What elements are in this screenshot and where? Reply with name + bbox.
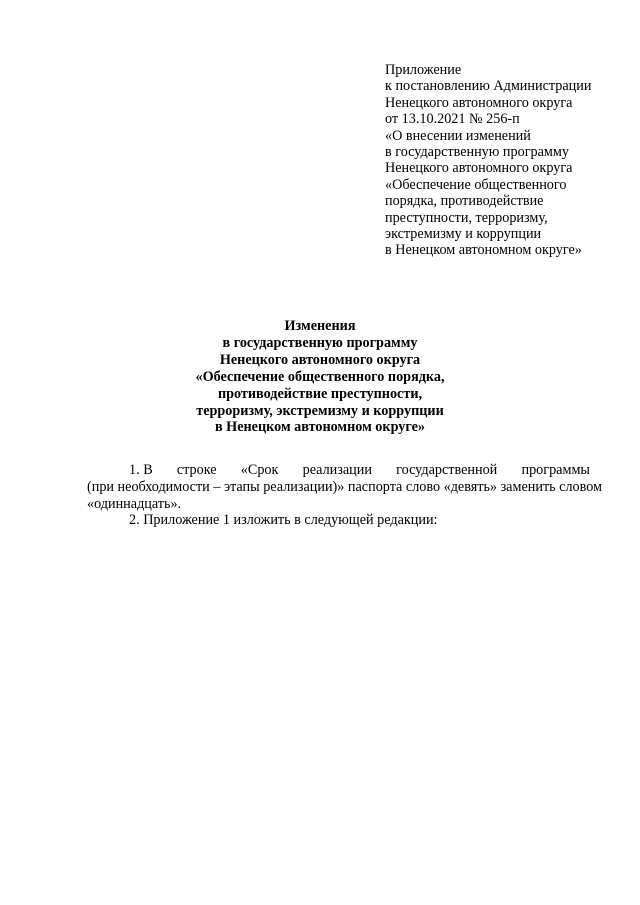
document-body bbox=[87, 462, 603, 529]
appendix-line: преступности, терроризму, bbox=[385, 209, 548, 226]
appendix-line: «О внесении изменений bbox=[385, 127, 531, 144]
title-line: «Обеспечение общественного порядка, bbox=[195, 368, 445, 385]
word: «Срок bbox=[240, 462, 279, 478]
title-line: Изменения bbox=[284, 318, 356, 334]
title-line: терроризму, экстремизму и коррупции bbox=[196, 402, 444, 419]
appendix-line: Ненецкого автономного округа bbox=[385, 94, 573, 111]
title-line: Ненецкого автономного округа bbox=[219, 351, 421, 368]
appendix-line: в государственную программу bbox=[385, 144, 569, 161]
appendix-line: экстремизму и коррупции bbox=[385, 226, 542, 243]
appendix-block bbox=[385, 62, 625, 259]
paragraph-1-line-2: (при необходимости – этапы реализации)» паспорта слово «девять» заменить словом bbox=[87, 478, 603, 495]
word: строке bbox=[176, 462, 217, 478]
title-line: противодействие преступности, bbox=[217, 385, 423, 402]
appendix-line: Приложение bbox=[385, 62, 462, 78]
word: реализации bbox=[302, 462, 372, 478]
paragraph-2: 2. Приложение 1 изложить в следующей редакции: bbox=[129, 512, 438, 529]
title-line: в государственную программу bbox=[222, 334, 418, 351]
appendix-line: «Обеспечение общественного bbox=[385, 176, 567, 193]
paragraph-1-line-3: «одиннадцать». bbox=[87, 495, 182, 512]
word: государственной bbox=[396, 462, 498, 478]
appendix-line: в Ненецком автономном округе» bbox=[385, 242, 582, 259]
appendix-line: порядка, противодействие bbox=[385, 193, 544, 210]
word: 1. В bbox=[129, 462, 153, 478]
paragraph-1-first-line bbox=[87, 462, 590, 479]
title-line: в Ненецком автономном округе» bbox=[214, 419, 426, 436]
appendix-line: к постановлению Администрации bbox=[385, 78, 592, 95]
appendix-line: от 13.10.2021 № 256-п bbox=[385, 111, 520, 128]
appendix-line: Ненецкого автономного округа bbox=[385, 160, 573, 177]
document-title bbox=[150, 318, 490, 436]
word: программы bbox=[521, 462, 590, 478]
